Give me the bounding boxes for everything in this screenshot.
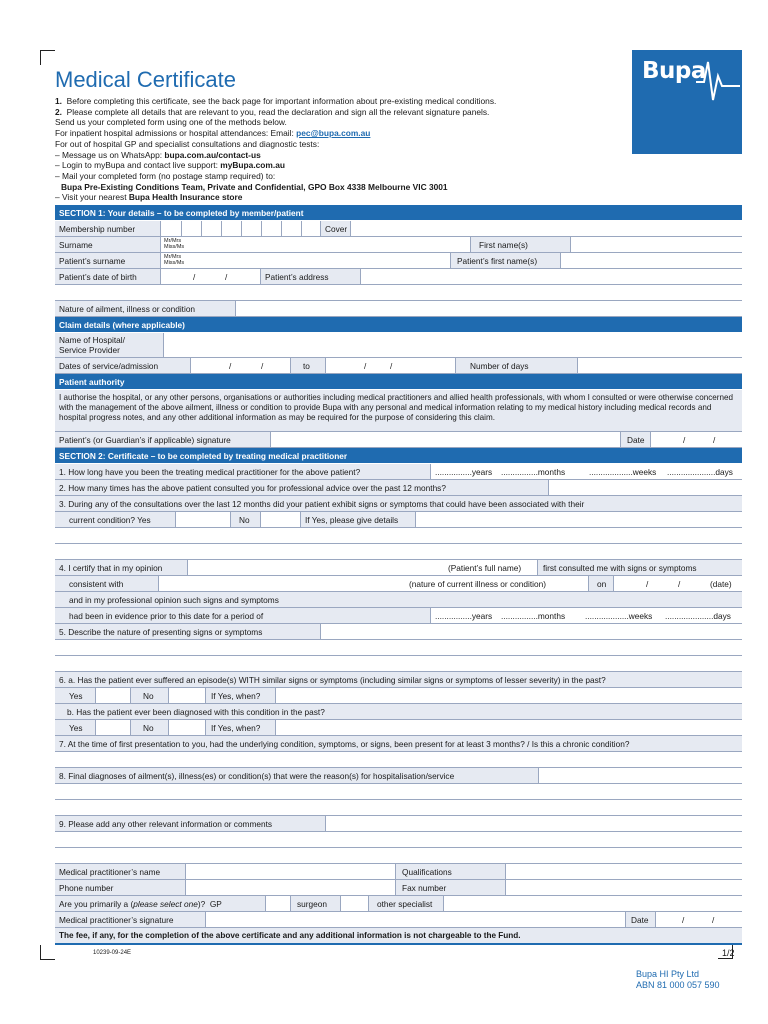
q9-field[interactable]	[325, 816, 742, 831]
hospital-name-field[interactable]	[163, 333, 742, 357]
q5-line-2[interactable]	[55, 640, 742, 656]
patient-signature-field[interactable]	[270, 432, 620, 447]
practitioner-name-field[interactable]	[185, 864, 395, 879]
surgeon-box[interactable]	[340, 896, 368, 911]
q7-answer-line[interactable]	[55, 752, 742, 768]
logo-text: Bupa	[642, 58, 706, 84]
q6a-when-field[interactable]	[275, 688, 742, 703]
membership-number-field[interactable]	[160, 221, 320, 236]
evidence-row: had been in evidence prior to this date for a period of ................years ................months ...................weeks .....................days	[55, 608, 742, 624]
patient-surname-field[interactable]: Mr/Mrs Miss/Ms	[160, 253, 450, 268]
q1-duration-field[interactable]: ................years ................months ...................weeks .....................days	[430, 464, 742, 479]
patient-authority-header: Patient authority	[55, 374, 742, 390]
q3-details-line-2[interactable]	[55, 528, 742, 544]
q8-line-3[interactable]	[55, 800, 742, 816]
instructions: 1. Before completing this certificate, see the back page for important information about pre-existing medical conditions. 2. Please complete all details that are relevant to you, read the declaration and sign all the relevant signature panels. Send us your completed form using one of the methods below. For inpatient hospital admissions or hospital attendances: Email: pec@bupa.com.au For out of hospital GP and specialist consultations and diagnostic tests: – Message us on WhatsApp: bupa.com.au/contact-us – Login to myBupa and contact live support: myBupa.com.au – Mail your completed form (no postage stamp required) to: Bupa Pre-Existing Conditions Team, Private and Confidential, GPO Box 4338 Melbourne VIC 3001 – Visit your nearest Bupa Health Insurance store	[55, 96, 497, 203]
email-link[interactable]: pec@bupa.com.au	[296, 128, 371, 139]
q6b-no-box[interactable]	[168, 720, 205, 735]
q6a-answer-row: Yes No If Yes, when?	[55, 688, 742, 704]
heartbeat-icon	[696, 56, 740, 106]
bupa-logo	[632, 50, 742, 154]
patient-first-names-field[interactable]	[560, 253, 742, 268]
ailment-row: Nature of ailment, illness or condition	[55, 301, 742, 317]
q3-details-field[interactable]	[415, 512, 742, 527]
dates-row: Dates of service/admission / / to / / Number of days	[55, 358, 742, 374]
q1-row: 1. How long have you been the treating medical practitioner for the above patient? ................years ................months ...................weeks .....................days	[55, 464, 742, 480]
section-1-header: SECTION 1: Your details – to be completed by member/patient	[55, 205, 742, 221]
q3-no-box[interactable]	[260, 512, 300, 527]
q6b-row: b. Has the patient ever been diagnosed with this condition in the past?	[55, 704, 742, 720]
q6a-yes-box[interactable]	[95, 688, 130, 703]
crop-mark-bottom-left	[40, 945, 55, 960]
company-details: Bupa HI Pty Ltd ABN 81 000 057 590	[636, 969, 720, 990]
practitioner-signature-row: Medical practitioner’s signature Date / /	[55, 912, 742, 928]
page-title: Medical Certificate	[55, 67, 236, 92]
q4-patient-name-field[interactable]: (Patient’s full name)	[187, 560, 537, 575]
q3-yes-box[interactable]	[175, 512, 230, 527]
practitioner-name-row: Medical practitioner’s name Qualifications	[55, 864, 742, 880]
fax-field[interactable]	[505, 880, 742, 895]
consulted-date-field[interactable]: / / (date)	[613, 576, 742, 591]
patient-signature-row: Patient’s (or Guardian’s if applicable) signature Date / /	[55, 432, 742, 448]
q3-row: 3. During any of the consultations over the last 12 months did your patient exhibit signs or symptoms that could have been associated with their	[55, 496, 742, 512]
number-of-days-field[interactable]	[577, 358, 742, 373]
service-date-from[interactable]: / /	[190, 358, 290, 373]
form-code: 10239-09-24E	[93, 950, 132, 956]
evidence-period-field[interactable]: ................years ................months ...................weeks .....................days	[430, 608, 742, 623]
q9-line-2[interactable]	[55, 832, 742, 848]
phone-row: Phone number Fax number	[55, 880, 742, 896]
hospital-row: Name of Hospital/ Service Provider	[55, 333, 742, 358]
other-specialist-field[interactable]	[443, 896, 742, 911]
service-date-to[interactable]: / /	[325, 358, 455, 373]
surname-field[interactable]: Mr/Mrs Miss/Ms	[160, 237, 470, 252]
q6b-yes-box[interactable]	[95, 720, 130, 735]
surname-row: Surname Mr/Mrs Miss/Ms First name(s)	[55, 237, 742, 253]
dob-row: Patient’s date of birth / / Patient’s address	[55, 269, 742, 285]
whatsapp-link[interactable]: bupa.com.au/contact-us	[164, 149, 261, 160]
q5-line-3[interactable]	[55, 656, 742, 672]
certificate-form	[55, 205, 742, 945]
q2-consult-count-field[interactable]	[548, 480, 742, 495]
specialty-row: Are you primarily a (please select one)? GP surgeon other specialist	[55, 896, 742, 912]
q8-row: 8. Final diagnoses of ailment(s), illness(es) or condition(s) that were the reason(s) for hospitalisation/service	[55, 768, 742, 784]
mybupa-link[interactable]: myBupa.com.au	[220, 160, 285, 171]
q7-row: 7. At the time of first presentation to you, had the underlying condition, symptoms, or signs, been present for at least 3 months? / Is this a chronic condition?	[55, 736, 742, 752]
q3b-row: current condition? Yes No If Yes, please give details	[55, 512, 742, 528]
current-illness-field[interactable]: (nature of current illness or condition)	[158, 576, 588, 591]
qualifications-field[interactable]	[505, 864, 742, 879]
cover-field[interactable]	[350, 221, 742, 236]
practitioner-signature-date[interactable]: / /	[655, 912, 742, 927]
page-number: 1/2	[722, 948, 735, 958]
q6b-answer-row: Yes No If Yes, when?	[55, 720, 742, 736]
fee-note: The fee, if any, for the completion of the above certificate and any additional information is not chargeable to the Fund.	[59, 931, 521, 940]
ailment-field[interactable]	[235, 301, 742, 316]
address-continued-field[interactable]	[55, 285, 742, 301]
section-2-header: SECTION 2: Certificate – to be completed by treating medical practitioner	[55, 448, 742, 464]
q2-row: 2. How many times has the above patient consulted you for professional advice over the past 12 months?	[55, 480, 742, 496]
fee-note-row	[55, 928, 742, 945]
opinion-row: and in my professional opinion such signs and symptoms	[55, 592, 742, 608]
crop-mark-top-left	[40, 50, 55, 65]
q4-row: 4. I certify that in my opinion (Patient’s full name) first consulted me with signs or symptoms	[55, 560, 742, 576]
q3-details-line-3[interactable]	[55, 544, 742, 560]
q8-field[interactable]	[538, 768, 742, 783]
patient-surname-row: Patient’s surname Mr/Mrs Miss/Ms Patient’s first name(s)	[55, 253, 742, 269]
q9-line-3[interactable]	[55, 848, 742, 864]
consistent-with-row: consistent with (nature of current illness or condition) on / / (date)	[55, 576, 742, 592]
first-names-field[interactable]	[570, 237, 742, 252]
dob-field[interactable]: / /	[160, 269, 260, 284]
address-field[interactable]	[360, 269, 742, 284]
q6b-when-field[interactable]	[275, 720, 742, 735]
practitioner-signature-field[interactable]	[205, 912, 625, 927]
q8-line-2[interactable]	[55, 784, 742, 800]
authority-text: I authorise the hospital, or any other persons, organisations or authorities including medical practitioners and allied health professionals, with whom I consulted or were otherwise concerned with the management of the above ailment, illness or condition to provide Bupa with any personal and medical information relating to my medical history including medical records and hospital progress notes, and any other additional information as may be required for the purpose of considering this claim.	[55, 390, 742, 432]
q5-row: 5. Describe the nature of presenting signs or symptoms	[55, 624, 742, 640]
gp-box[interactable]	[265, 896, 290, 911]
q5-field[interactable]	[320, 624, 742, 639]
patient-signature-date[interactable]: / /	[650, 432, 742, 447]
q9-row: 9. Please add any other relevant information or comments	[55, 816, 742, 832]
claim-details-header: Claim details (where applicable)	[55, 317, 742, 333]
q6a-no-box[interactable]	[168, 688, 205, 703]
membership-row: Membership number Cover	[55, 221, 742, 237]
q6a-row: 6. a. Has the patient ever suffered an episode(s) WITH similar signs or symptoms (including similar signs or symptoms of lesser severity) in the past?	[55, 672, 742, 688]
phone-field[interactable]	[185, 880, 395, 895]
